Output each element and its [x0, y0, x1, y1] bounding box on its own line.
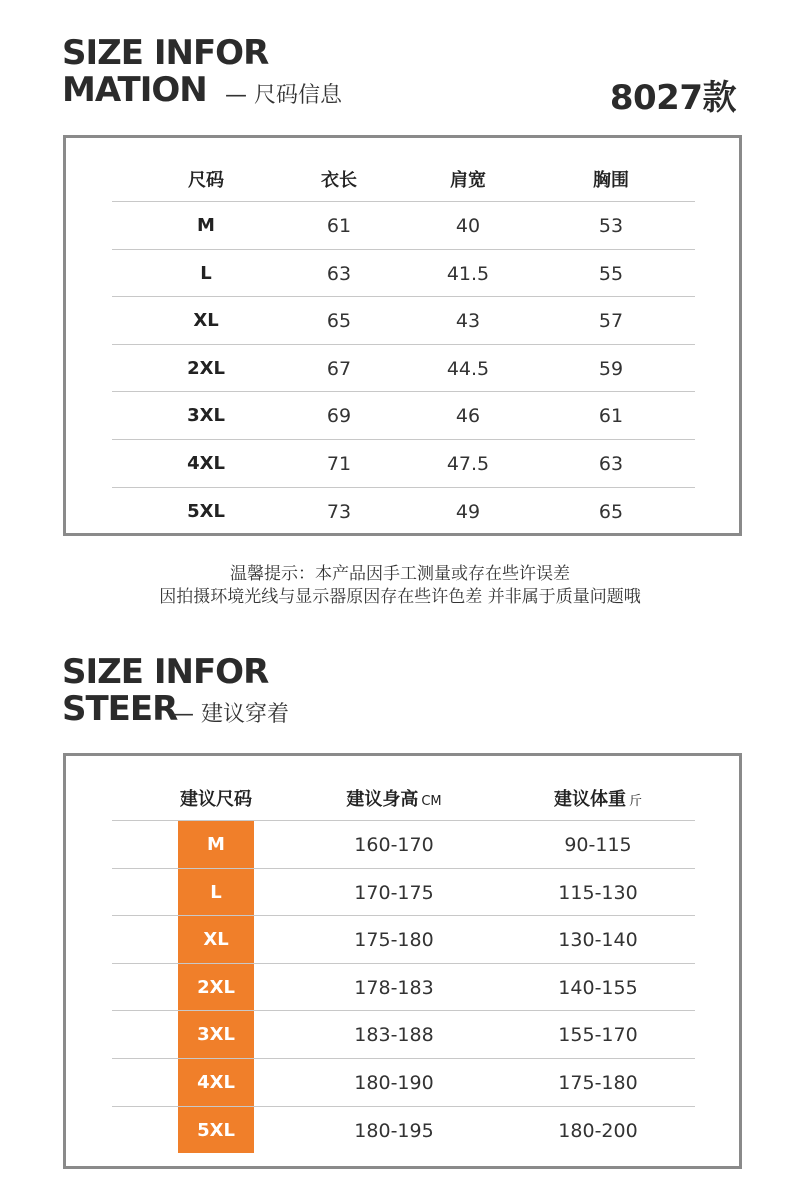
size-label: L: [200, 262, 212, 284]
column-header-label: 建议尺码: [180, 789, 252, 810]
measurement-cell: 59: [598, 357, 624, 380]
recommended-size-label: 2XL: [197, 976, 235, 998]
size-label: 4XL: [187, 453, 225, 474]
row-divider: [112, 1106, 695, 1107]
column-header: 衣长: [321, 170, 357, 191]
measurement-cell: 43: [455, 310, 481, 333]
recommendation-cell: 170-175: [354, 881, 434, 904]
column-header: [346, 785, 441, 811]
measurement-cell: 65: [326, 310, 352, 333]
measurement-cell: 47.5: [446, 453, 490, 475]
row-divider: [112, 820, 695, 821]
measurement-cell: 73: [326, 500, 352, 523]
recommendation-cell: 180-195: [354, 1119, 434, 1142]
row-divider: [112, 391, 695, 392]
size-steer-title-line1: SIZE INFOR: [62, 652, 269, 692]
recommendation-cell: 160-170: [354, 834, 434, 856]
row-divider: [112, 487, 695, 488]
row-divider: [112, 1058, 695, 1059]
size-info-title-line1: SIZE INFOR: [62, 33, 269, 73]
size-info-subtitle: — 尺码信息: [225, 83, 342, 108]
size-steer-subtitle: — 建议穿着: [172, 702, 289, 727]
recommendation-cell: 180-200: [558, 1119, 638, 1142]
column-header: 尺码: [188, 170, 224, 191]
recommendation-cell: 175-180: [558, 1072, 638, 1094]
notice-line2: 因拍摄环境光线与显示器原因存在些许色差 并非属于质量问题哦: [159, 587, 641, 607]
measurement-cell: 63: [326, 262, 352, 285]
measurement-cell: 44.5: [446, 357, 490, 380]
column-header: [554, 785, 642, 811]
measurement-cell: 61: [598, 405, 624, 428]
measurement-cell: 57: [598, 310, 624, 333]
recommendation-cell: 183-188: [354, 1024, 434, 1047]
recommended-size-label: 3XL: [197, 1024, 235, 1046]
measurement-cell: 69: [326, 405, 352, 428]
model-code: 8027款: [609, 78, 736, 118]
size-label: 5XL: [187, 500, 225, 522]
size-steer-title-line2: STEER: [62, 689, 178, 729]
measurement-cell: 49: [455, 500, 481, 523]
row-divider: [112, 868, 695, 869]
recommendation-cell: 178-183: [354, 976, 434, 999]
column-header: [180, 785, 252, 811]
measurement-cell: 63: [598, 453, 624, 475]
notice-line1: 温馨提示：本产品因手工测量或存在些许误差: [230, 564, 570, 584]
recommended-size-label: 5XL: [197, 1119, 235, 1141]
recommendation-cell: 115-130: [558, 881, 638, 904]
column-header: 肩宽: [450, 170, 486, 191]
size-label: M: [197, 215, 215, 236]
row-divider: [112, 963, 695, 964]
measurement-cell: 55: [598, 262, 624, 285]
column-header-label: 建议身高: [346, 789, 419, 810]
measurement-cell: 53: [598, 215, 624, 237]
recommended-size-label: M: [207, 834, 225, 855]
recommended-size-label: L: [210, 881, 222, 903]
row-divider: [112, 439, 695, 440]
measurement-cell: 41.5: [446, 262, 490, 285]
size-info-title-line2: MATION: [62, 70, 207, 110]
column-header: 胸围: [593, 170, 629, 191]
measurement-cell: 67: [326, 357, 352, 380]
recommended-size-label: 4XL: [197, 1072, 235, 1093]
row-divider: [112, 249, 695, 250]
size-label: 2XL: [187, 357, 225, 379]
recommendation-cell: 130-140: [558, 929, 638, 952]
measurement-cell: 40: [455, 215, 481, 237]
recommended-size-label: XL: [203, 929, 229, 951]
size-info-table: [63, 135, 742, 536]
row-divider: [112, 344, 695, 345]
row-divider: [112, 201, 695, 202]
row-divider: [112, 296, 695, 297]
measurement-cell: 61: [326, 215, 352, 237]
recommendation-cell: 180-190: [354, 1072, 434, 1094]
recommendation-cell: 90-115: [564, 834, 632, 856]
column-header-unit: CM: [421, 794, 442, 809]
row-divider: [112, 1010, 695, 1011]
measurement-cell: 71: [326, 453, 352, 475]
measurement-cell: 65: [598, 500, 624, 523]
measurement-cell: 46: [455, 405, 481, 428]
size-steer-table: [63, 753, 742, 1169]
size-label: XL: [193, 310, 219, 332]
column-header-label: 建议体重: [553, 789, 626, 810]
column-header-unit: 斤: [628, 794, 643, 809]
recommendation-cell: 140-155: [558, 976, 638, 999]
row-divider: [112, 915, 695, 916]
size-label: 3XL: [187, 405, 225, 427]
recommendation-cell: 175-180: [354, 929, 434, 952]
recommendation-cell: 155-170: [558, 1024, 638, 1047]
